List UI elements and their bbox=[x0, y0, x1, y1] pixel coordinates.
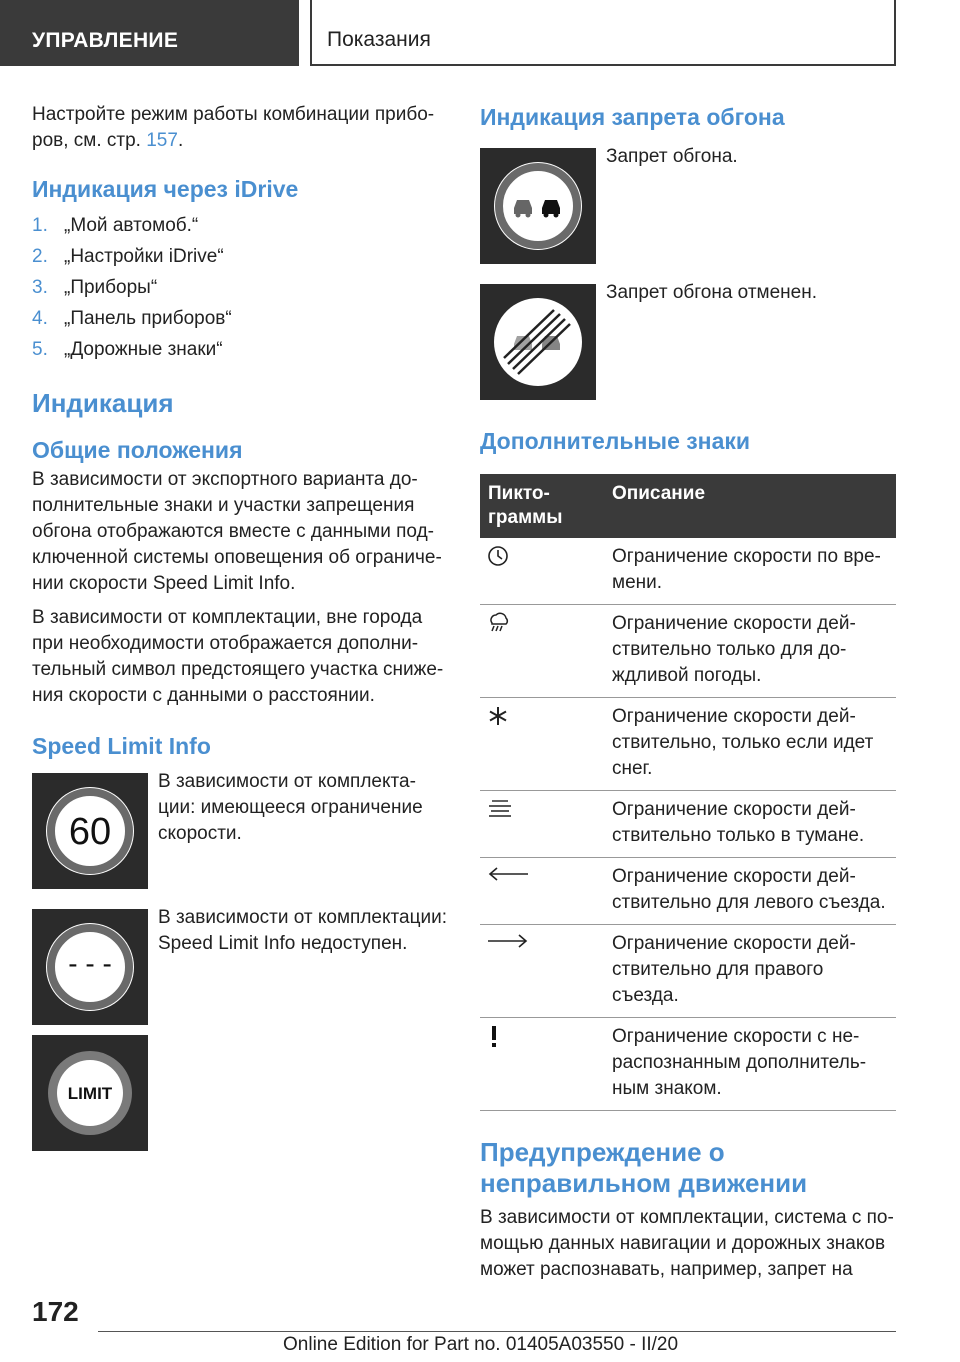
intro-suffix: . bbox=[177, 130, 184, 151]
row-description: Ограничение скорости дей-ствительно для правого съезда. bbox=[604, 925, 896, 1018]
steps-list bbox=[32, 210, 450, 365]
extra-signs-heading: Дополнительные знаки bbox=[480, 428, 751, 454]
row-description: Ограничение скорости с не-распознанным дополнитель-ным знаком. bbox=[604, 1018, 896, 1111]
arrow-left-icon bbox=[486, 864, 530, 884]
list-item bbox=[32, 241, 450, 272]
display-heading: Индикация bbox=[32, 388, 174, 418]
wrong-way-heading: Предупреждение о неправильном движении bbox=[480, 1137, 808, 1198]
snowflake-icon bbox=[486, 704, 510, 728]
step-number: 3. bbox=[32, 277, 48, 298]
wrong-way-paragraph: В зависимости от комплектации, система с по-мощью данных навигации и дорожных знаков может распознавать, например, запрет на bbox=[480, 1207, 894, 1280]
edition-note: Online Edition for Part no. 01405A03550 - II/20 bbox=[283, 1334, 679, 1355]
exclamation-icon bbox=[486, 1024, 502, 1048]
list-item bbox=[32, 272, 450, 303]
left-column bbox=[32, 102, 450, 1151]
list-item bbox=[32, 303, 450, 334]
figure-2-caption: В зависимости от комплектации: Speed Limit Info недоступен. bbox=[158, 907, 447, 954]
intro-text: Настройте режим работы комбинации прибо-ров, см. стр. bbox=[32, 104, 435, 151]
footer-divider bbox=[98, 1331, 896, 1332]
general-paragraph-2: В зависимости от комплектации, вне города при необходимости отображается дополни-тельный символ предстоящего участка сниже-ния скорости с данными о расстоянии. bbox=[32, 607, 444, 706]
table-row bbox=[480, 858, 896, 925]
step-number: 5. bbox=[32, 339, 48, 360]
row-description: Ограничение скорости дей-ствительно, только если идет снег. bbox=[604, 698, 896, 791]
figure-1-caption: В зависимости от комплекта-ции: имеющееся ограничение скорости. bbox=[158, 771, 423, 844]
table-row bbox=[480, 538, 896, 605]
no-overtaking-caption: Запрет обгона. bbox=[606, 146, 738, 167]
row-description: Ограничение скорости по вре-мени. bbox=[604, 538, 896, 605]
speed-limit-unavailable-image bbox=[32, 909, 148, 1025]
figure-speed-limit-60 bbox=[32, 773, 450, 889]
table-header-row bbox=[480, 474, 896, 538]
column-header-description: Описание bbox=[604, 474, 896, 538]
no-overtaking-heading: Индикация запрета обгона bbox=[480, 104, 785, 130]
page-title: Показания bbox=[310, 0, 896, 66]
figure-overtaking-end bbox=[480, 284, 896, 400]
step-text: „Дорожные знаки“ bbox=[64, 339, 223, 360]
speed-limit-value: 60 bbox=[68, 811, 112, 853]
step-text: „Панель приборов“ bbox=[64, 308, 232, 329]
list-item bbox=[32, 334, 450, 365]
extra-signs-table bbox=[480, 474, 896, 1111]
limit-sign-image bbox=[32, 1035, 148, 1151]
no-overtaking-sign-image bbox=[480, 148, 596, 264]
row-description: Ограничение скорости дей-ствительно для левого съезда. bbox=[604, 858, 896, 925]
step-text: „Приборы“ bbox=[64, 277, 158, 298]
list-item bbox=[32, 210, 450, 241]
step-number: 4. bbox=[32, 308, 48, 329]
clock-icon bbox=[486, 544, 510, 568]
table-row bbox=[480, 605, 896, 698]
step-number: 2. bbox=[32, 246, 48, 267]
limit-text: LIMIT bbox=[67, 1084, 113, 1103]
step-text: „Мой автомоб.“ bbox=[64, 215, 199, 236]
overtaking-end-caption: Запрет обгона отменен. bbox=[606, 282, 817, 303]
rain-cloud-icon bbox=[486, 611, 512, 635]
row-description: Ограничение скорости дей-ствительно только в тумане. bbox=[604, 791, 896, 858]
unavailable-dashes: - - - bbox=[68, 948, 112, 979]
general-paragraph-1: В зависимости от экспортного варианта до-полнительные знаки и участки запрещения обгона отображаются вместе с данными под-ключенной системы оповещения об ограниче-нии скорости Speed Limit Info. bbox=[32, 469, 442, 594]
overtaking-end-sign-image bbox=[480, 284, 596, 400]
speed-limit-60-image bbox=[32, 773, 148, 889]
figure-limit bbox=[32, 1035, 450, 1151]
section-tab: УПРАВЛЕНИЕ bbox=[0, 0, 299, 66]
right-column bbox=[480, 102, 896, 1283]
step-text: „Настройки iDrive“ bbox=[64, 246, 224, 267]
arrow-right-icon bbox=[486, 931, 530, 951]
fog-icon bbox=[486, 797, 514, 821]
page-link[interactable]: 157 bbox=[146, 130, 178, 151]
figure-no-overtaking bbox=[480, 148, 896, 264]
speed-limit-info-heading: Speed Limit Info bbox=[32, 733, 211, 759]
general-heading: Общие положения bbox=[32, 437, 243, 463]
row-description: Ограничение скорости дей-ствительно только для до-ждливой погоды. bbox=[604, 605, 896, 698]
table-row bbox=[480, 698, 896, 791]
step-number: 1. bbox=[32, 215, 48, 236]
table-row bbox=[480, 791, 896, 858]
page-number: 172 bbox=[32, 1296, 79, 1327]
table-row bbox=[480, 1018, 896, 1111]
idrive-heading: Индикация через iDrive bbox=[32, 176, 299, 202]
table-row bbox=[480, 925, 896, 1018]
intro-paragraph bbox=[32, 102, 450, 154]
figure-speed-limit-unavailable bbox=[32, 909, 450, 1025]
page-header bbox=[0, 0, 960, 66]
column-header-icon: Пикто-граммы bbox=[480, 474, 604, 538]
